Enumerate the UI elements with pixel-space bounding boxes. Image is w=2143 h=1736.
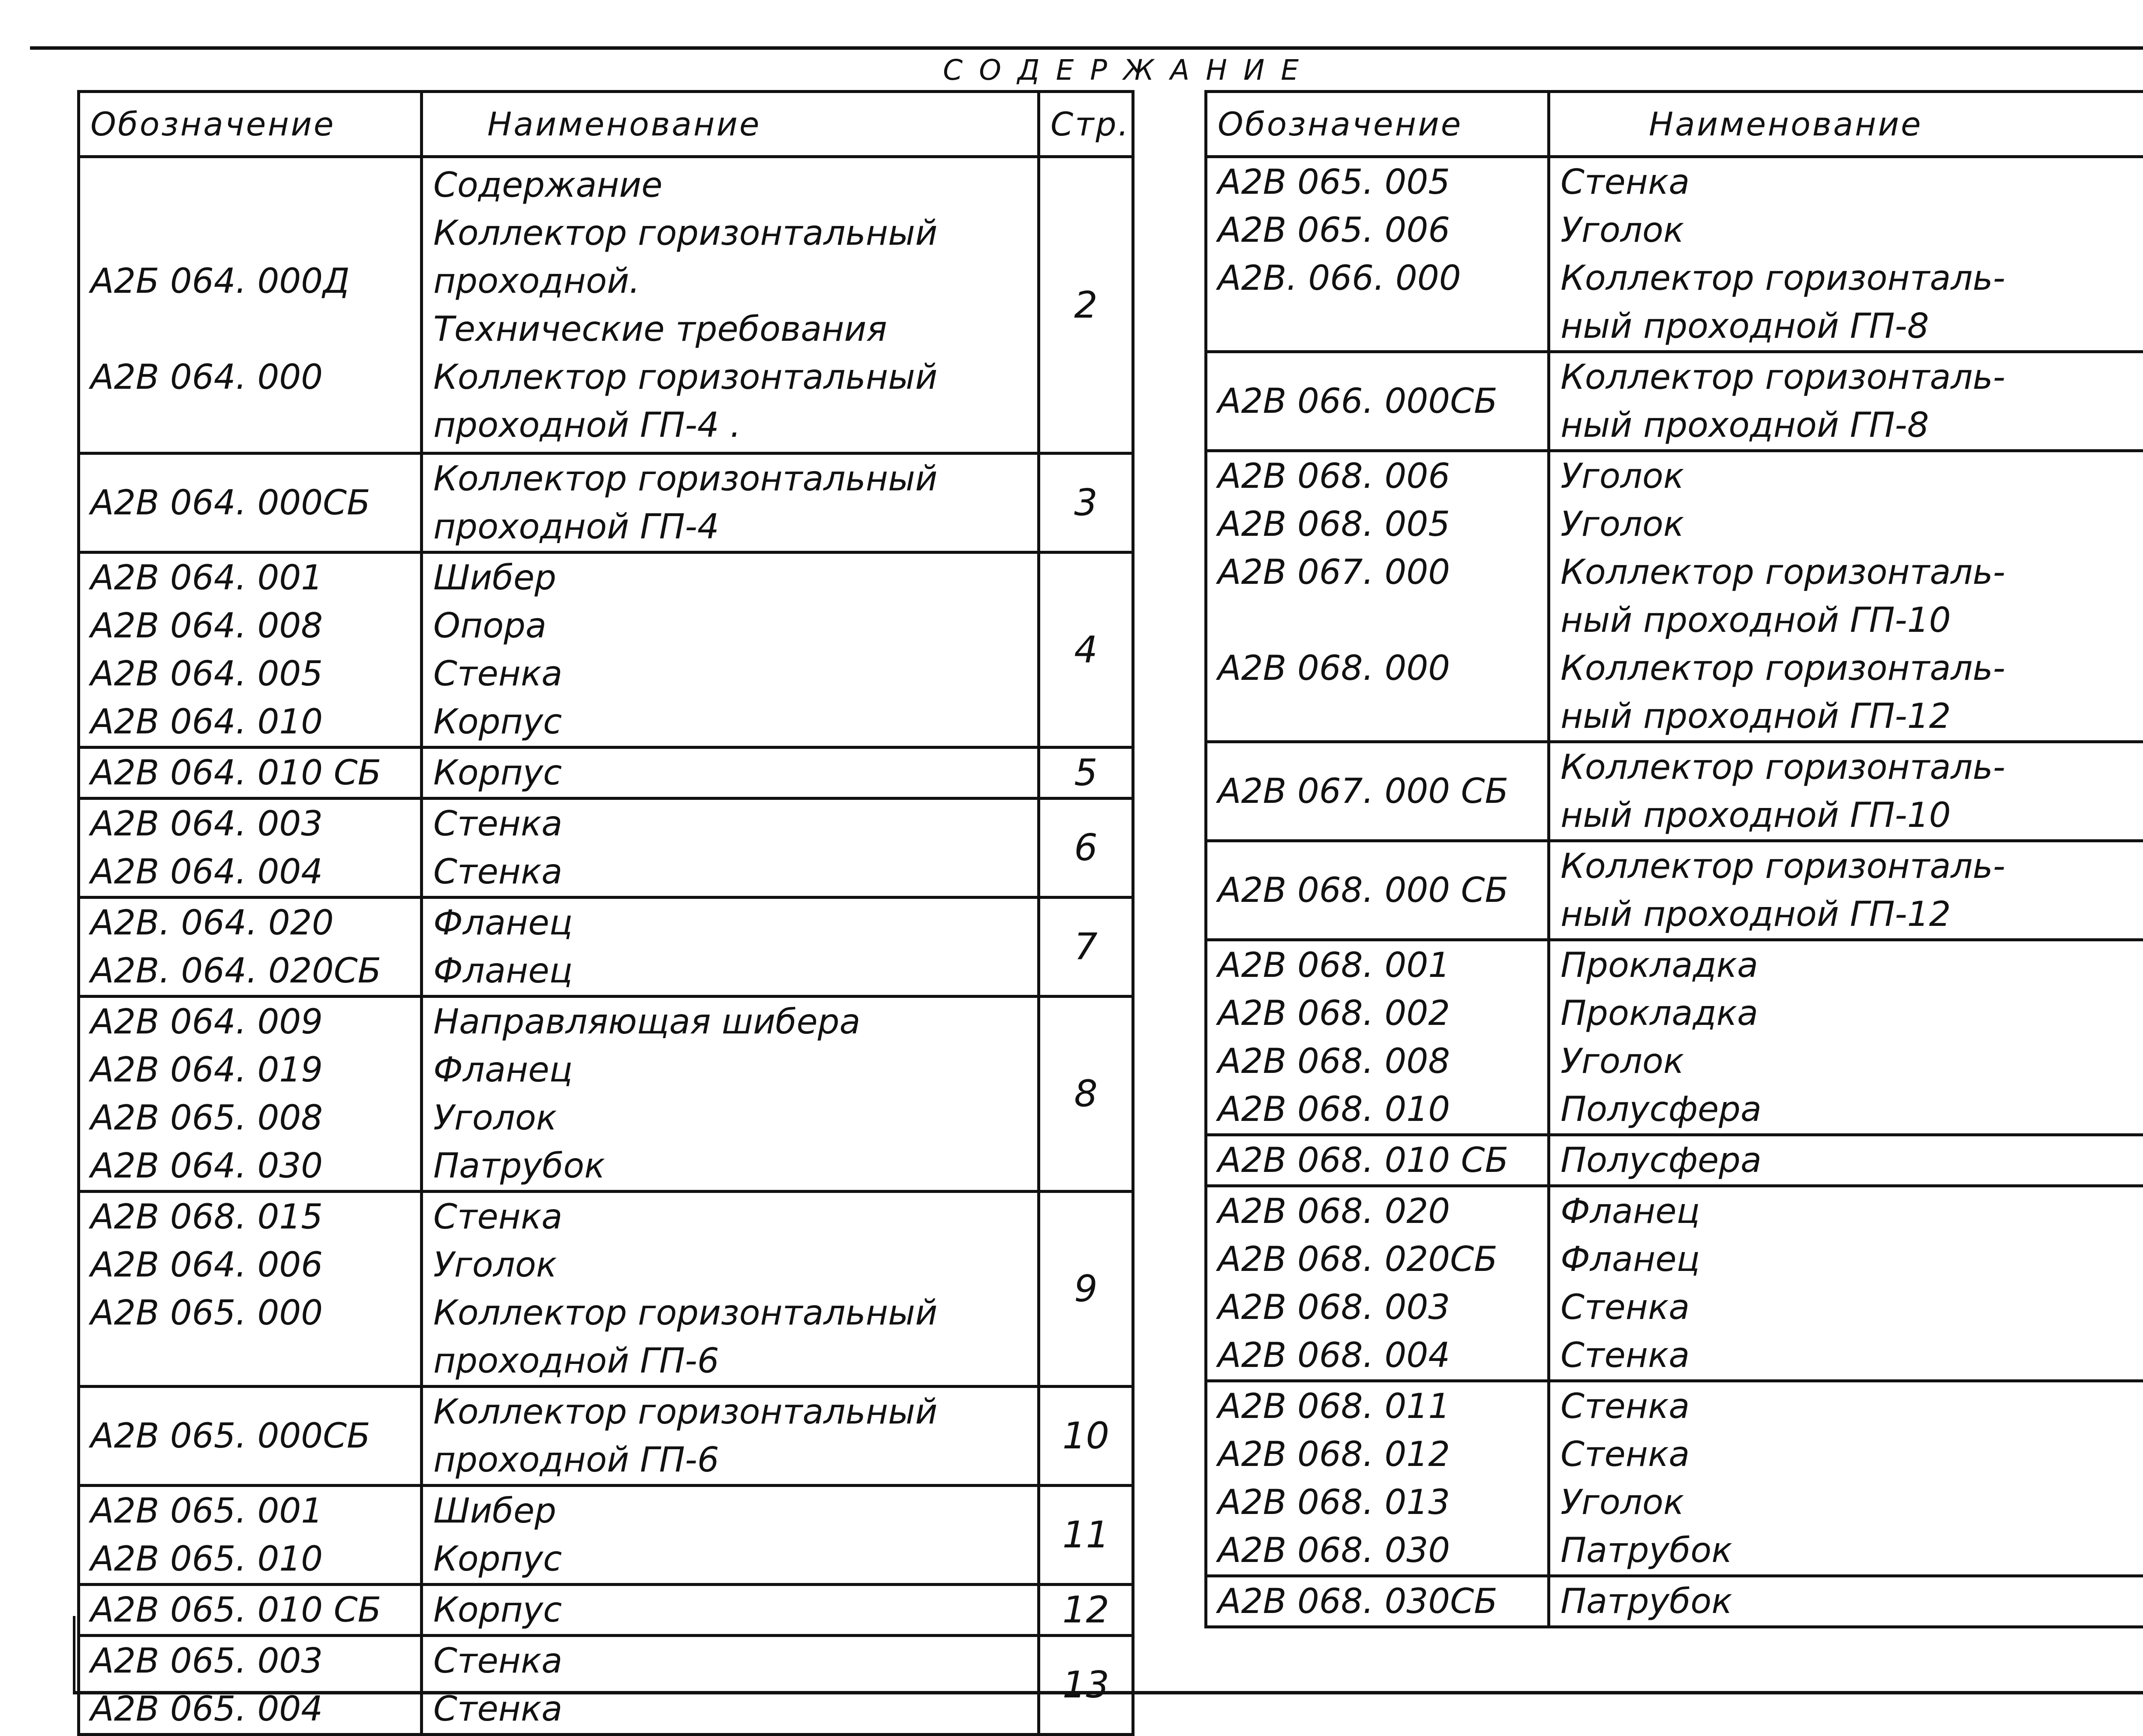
designation-cell [79, 1486, 422, 1585]
designation-code: А2В 068. 015 [90, 1193, 410, 1241]
designation-cell [79, 157, 422, 454]
item-name: Уголок [433, 1241, 1027, 1289]
designation-code: А2В 065. 008 [90, 1094, 410, 1142]
name-cell [1549, 451, 2143, 742]
item-name: Полусфера [1561, 1136, 2143, 1184]
page-cell: 10 [1039, 1387, 1133, 1486]
designation-cell [79, 1636, 422, 1735]
designation-code: А2В 064. 008 [90, 602, 410, 650]
item-name: Фланец [1561, 1235, 2143, 1283]
name-cell [1549, 742, 2143, 841]
page-cell: 13 [1039, 1636, 1133, 1735]
designation-code: А2В 068. 006 [1218, 452, 1537, 500]
item-name: проходной ГП-4 . [433, 401, 1027, 449]
designation-code [1218, 596, 1537, 644]
designation-code: А2В 064. 009 [90, 998, 410, 1046]
designation-cell [1206, 451, 1549, 742]
designation-code: А2В 067. 000 СБ [1218, 767, 1537, 815]
designation-cell [79, 997, 422, 1192]
page-cell: 7 [1039, 898, 1133, 997]
designation-code: А2В 066. 000СБ [1218, 377, 1537, 425]
name-cell [1549, 841, 2143, 940]
left-header-row [79, 92, 1133, 157]
name-cell [422, 748, 1039, 799]
designation-code: А2В 064. 005 [90, 650, 410, 698]
designation-code: А2В 064. 001 [90, 554, 410, 602]
designation-code: А2Б 064. 000Д [90, 257, 410, 305]
table-row [1206, 1576, 2143, 1627]
name-cell [1549, 157, 2143, 352]
item-name: проходной ГП-4 [433, 503, 1027, 551]
designation-code: А2В 068. 013 [1218, 1478, 1537, 1526]
name-cell [1549, 1576, 2143, 1627]
frame-left-line [73, 1616, 75, 1693]
item-name: Корпус [433, 1535, 1027, 1583]
designation-code [90, 209, 410, 257]
designation-code: А2В 068. 020 [1218, 1187, 1537, 1235]
table-row [79, 799, 1133, 898]
table-row [79, 454, 1133, 553]
table-row [1206, 1186, 2143, 1381]
designation-code: А2В 068. 003 [1218, 1283, 1537, 1331]
item-name: ный проходной ГП-12 [1561, 692, 2143, 740]
table-row [1206, 1135, 2143, 1186]
item-name: Стенка [433, 800, 1027, 848]
designation-code: А2В 065. 010 [90, 1535, 410, 1583]
designation-code [1218, 692, 1537, 740]
name-cell [1549, 352, 2143, 451]
header-designation: Обозначение [1206, 92, 1549, 157]
item-name: Стенка [433, 650, 1027, 698]
designation-cell [79, 799, 422, 898]
designation-code: А2В 064. 010 СБ [90, 749, 410, 797]
item-name: Коллектор горизонтальный [433, 209, 1027, 257]
designation-cell [1206, 1135, 1549, 1186]
item-name: Стенка [1561, 1430, 2143, 1478]
designation-code: А2В 068. 005 [1218, 500, 1537, 548]
table-row [1206, 1381, 2143, 1576]
designation-code: А2В 068. 008 [1218, 1037, 1537, 1085]
item-name: проходной ГП-6 [433, 1436, 1027, 1484]
designation-cell [1206, 157, 1549, 352]
designation-code: А2В 068. 012 [1218, 1430, 1537, 1478]
designation-code: А2В 068. 020СБ [1218, 1235, 1537, 1283]
item-name: Коллектор горизонтальный [433, 1388, 1027, 1436]
designation-cell [79, 1387, 422, 1486]
designation-cell [1206, 742, 1549, 841]
designation-code: А2В 068. 011 [1218, 1382, 1537, 1430]
designation-code: А2В 065. 000СБ [90, 1412, 410, 1460]
item-name: Стенка [433, 1637, 1027, 1685]
item-name: ный проходной ГП-8 [1561, 302, 2143, 350]
item-name: Шибер [433, 554, 1027, 602]
item-name: Патрубок [1561, 1577, 2143, 1625]
designation-code [90, 161, 410, 209]
designation-code: А2В 064. 004 [90, 848, 410, 896]
item-name: Стенка [1561, 1382, 2143, 1430]
document-title: СОДЕРЖАНИЕ [943, 54, 1315, 87]
table-row [79, 997, 1133, 1192]
item-name: проходной. [433, 257, 1027, 305]
item-name: Уголок [433, 1094, 1027, 1142]
item-name: Уголок [1561, 1478, 2143, 1526]
item-name: Стенка [1561, 158, 2143, 206]
designation-cell [1206, 1381, 1549, 1576]
designation-code: А2В 068. 030 [1218, 1526, 1537, 1574]
designation-code: А2В 064. 000СБ [90, 479, 410, 527]
designation-code: А2В 065. 005 [1218, 158, 1537, 206]
table-row [1206, 940, 2143, 1135]
item-name: Технические требования [433, 305, 1027, 353]
designation-code: А2В 064. 030 [90, 1142, 410, 1190]
designation-code: А2В 065. 000 [90, 1289, 410, 1337]
designation-cell [79, 1192, 422, 1387]
table-row [79, 1387, 1133, 1486]
designation-code: А2В 065. 010 СБ [90, 1586, 410, 1634]
designation-cell [1206, 1576, 1549, 1627]
item-name: Стенка [433, 1193, 1027, 1241]
item-name: Стенка [433, 1685, 1027, 1733]
item-name: Фланец [433, 947, 1027, 995]
designation-cell [79, 1585, 422, 1636]
page-cell: 4 [1039, 553, 1133, 748]
page-cell: 5 [1039, 748, 1133, 799]
table-row [79, 898, 1133, 997]
designation-code: А2В 068. 001 [1218, 941, 1537, 989]
item-name: Коллектор горизонтальный [433, 455, 1027, 503]
item-name: Коллектор горизонталь- [1561, 548, 2143, 596]
header-name: Наименование [422, 92, 1039, 157]
designation-code: А2В 068. 000 СБ [1218, 866, 1537, 914]
item-name: Коллектор горизонталь- [1561, 644, 2143, 692]
table-row [1206, 352, 2143, 451]
header-name: Наименование [1549, 92, 2143, 157]
item-name: Коллектор горизонталь- [1561, 842, 2143, 890]
name-cell [422, 454, 1039, 553]
header-page: Стр. [1039, 92, 1133, 157]
table-row [79, 1192, 1133, 1387]
designation-code: А2В. 066. 000 [1218, 254, 1537, 302]
item-name: ный проходной ГП-8 [1561, 401, 2143, 449]
item-name: Направляющая шибера [433, 998, 1027, 1046]
name-cell [422, 898, 1039, 997]
designation-cell [1206, 940, 1549, 1135]
name-cell [422, 799, 1039, 898]
designation-code: А2В 068. 010 СБ [1218, 1136, 1537, 1184]
designation-code: А2В 065. 001 [90, 1487, 410, 1535]
designation-code: А2В 064. 006 [90, 1241, 410, 1289]
page-cell: 9 [1039, 1192, 1133, 1387]
designation-cell [1206, 1186, 1549, 1381]
designation-cell [79, 454, 422, 553]
designation-code: А2В 065. 004 [90, 1685, 410, 1733]
name-cell [422, 997, 1039, 1192]
page-cell: 6 [1039, 799, 1133, 898]
item-name: Фланец [433, 899, 1027, 947]
item-name: ный проходной ГП-12 [1561, 890, 2143, 938]
designation-code: А2В. 064. 020СБ [90, 947, 410, 995]
designation-code [90, 1337, 410, 1385]
table-row [79, 553, 1133, 748]
designation-code [90, 401, 410, 449]
right-header-row [1206, 92, 2143, 157]
header-designation: Обозначение [79, 92, 422, 157]
designation-code: А2В 068. 030СБ [1218, 1577, 1537, 1625]
item-name: Корпус [433, 698, 1027, 746]
item-name: Фланец [1561, 1187, 2143, 1235]
designation-code: А2В 068. 000 [1218, 644, 1537, 692]
name-cell [422, 1192, 1039, 1387]
item-name: Стенка [1561, 1283, 2143, 1331]
name-cell [422, 1585, 1039, 1636]
designation-code: А2В 068. 010 [1218, 1085, 1537, 1133]
item-name: Патрубок [1561, 1526, 2143, 1574]
item-name: Прокладка [1561, 989, 2143, 1037]
item-name: Прокладка [1561, 941, 2143, 989]
designation-code: А2В 065. 003 [90, 1637, 410, 1685]
left-contents-table [77, 90, 1135, 1736]
designation-cell [1206, 352, 1549, 451]
name-cell [422, 1486, 1039, 1585]
item-name: Коллектор горизонталь- [1561, 743, 2143, 791]
name-cell [1549, 1135, 2143, 1186]
name-cell [1549, 1381, 2143, 1576]
item-name: Стенка [1561, 1331, 2143, 1379]
name-cell [422, 1636, 1039, 1735]
item-name: Коллектор горизонталь- [1561, 254, 2143, 302]
table-row [79, 1486, 1133, 1585]
page-cell: 3 [1039, 454, 1133, 553]
name-cell [1549, 1186, 2143, 1381]
item-name: проходной ГП-6 [433, 1337, 1027, 1385]
table-row [1206, 157, 2143, 352]
table-row [79, 748, 1133, 799]
frame-top-line [30, 46, 2143, 50]
right-contents-table [1204, 90, 2143, 1628]
page-cell: 12 [1039, 1585, 1133, 1636]
designation-cell [79, 898, 422, 997]
designation-code: А2В 068. 004 [1218, 1331, 1537, 1379]
table-row [79, 1585, 1133, 1636]
item-name: Уголок [1561, 500, 2143, 548]
item-name: Патрубок [433, 1142, 1027, 1190]
item-name: ный проходной ГП-10 [1561, 596, 2143, 644]
item-name: Уголок [1561, 206, 2143, 254]
table-row [79, 1636, 1133, 1735]
name-cell [1549, 940, 2143, 1135]
item-name: Опора [433, 602, 1027, 650]
designation-code: А2В 064. 019 [90, 1046, 410, 1094]
name-cell [422, 553, 1039, 748]
page-cell: 2 [1039, 157, 1133, 454]
item-name: Содержание [433, 161, 1027, 209]
table-row [1206, 841, 2143, 940]
name-cell [422, 157, 1039, 454]
designation-code: А2В 064. 003 [90, 800, 410, 848]
designation-code: А2В 064. 000 [90, 353, 410, 401]
table-row [1206, 451, 2143, 742]
item-name: ный проходной ГП-10 [1561, 791, 2143, 839]
designation-cell [79, 748, 422, 799]
designation-cell [79, 553, 422, 748]
designation-code: А2В 065. 006 [1218, 206, 1537, 254]
item-name: Коллектор горизонталь- [1561, 353, 2143, 401]
item-name: Полусфера [1561, 1085, 2143, 1133]
designation-code: А2В. 064. 020 [90, 899, 410, 947]
designation-code [90, 305, 410, 353]
item-name: Уголок [1561, 452, 2143, 500]
designation-code: А2В 067. 000 [1218, 548, 1537, 596]
item-name: Фланец [433, 1046, 1027, 1094]
designation-code: А2В 064. 010 [90, 698, 410, 746]
page-cell: 8 [1039, 997, 1133, 1192]
designation-code [1218, 302, 1537, 350]
designation-code: А2В 068. 002 [1218, 989, 1537, 1037]
item-name: Коллектор горизонтальный [433, 353, 1027, 401]
designation-cell [1206, 841, 1549, 940]
item-name: Шибер [433, 1487, 1027, 1535]
item-name: Корпус [433, 749, 1027, 797]
table-row [79, 157, 1133, 454]
name-cell [422, 1387, 1039, 1486]
item-name: Коллектор горизонтальный [433, 1289, 1027, 1337]
item-name: Корпус [433, 1586, 1027, 1634]
table-row [1206, 742, 2143, 841]
item-name: Стенка [433, 848, 1027, 896]
item-name: Уголок [1561, 1037, 2143, 1085]
page-cell: 11 [1039, 1486, 1133, 1585]
